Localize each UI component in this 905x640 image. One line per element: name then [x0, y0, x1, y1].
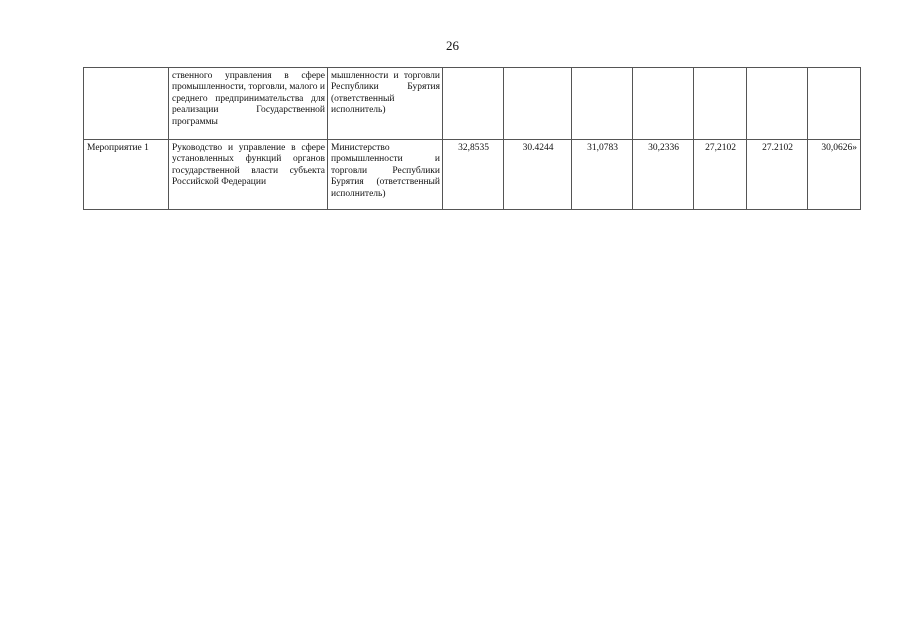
- value-cell: 30,0626»: [808, 140, 861, 210]
- value-cell: 30,2336: [633, 140, 694, 210]
- table-row: [84, 68, 861, 140]
- value-cell: 31,0783: [572, 140, 633, 210]
- page-number: 26: [446, 38, 459, 53]
- value-cell: [808, 68, 861, 140]
- value-cell: 27.2102: [747, 140, 808, 210]
- table-row: [84, 140, 861, 210]
- value-cell: [572, 68, 633, 140]
- value-cell: [747, 68, 808, 140]
- value-cell: [633, 68, 694, 140]
- value-cell: [694, 68, 747, 140]
- executor-cell: мышленности и торговли Республики Бурятия (ответственный исполнитель): [328, 68, 443, 140]
- event-name-cell: [84, 68, 169, 140]
- description-cell: Руководство и управление в сфере установленных функций органов государственной власти субъекта Российской Федерации: [169, 140, 328, 210]
- value-cell: [443, 68, 504, 140]
- program-table: [83, 67, 861, 210]
- value-cell: 27,2102: [694, 140, 747, 210]
- value-cell: [504, 68, 572, 140]
- value-cell: 32,8535: [443, 140, 504, 210]
- event-name-cell: Мероприятие 1: [84, 140, 169, 210]
- value-cell: 30.4244: [504, 140, 572, 210]
- description-cell: ственного управления в сфере промышленности, торговли, малого и среднего предпринимательства для реализации Государственной программы: [169, 68, 328, 140]
- executor-cell: Министерство промышленности и торговли Республики Бурятия (ответственный исполнитель): [328, 140, 443, 210]
